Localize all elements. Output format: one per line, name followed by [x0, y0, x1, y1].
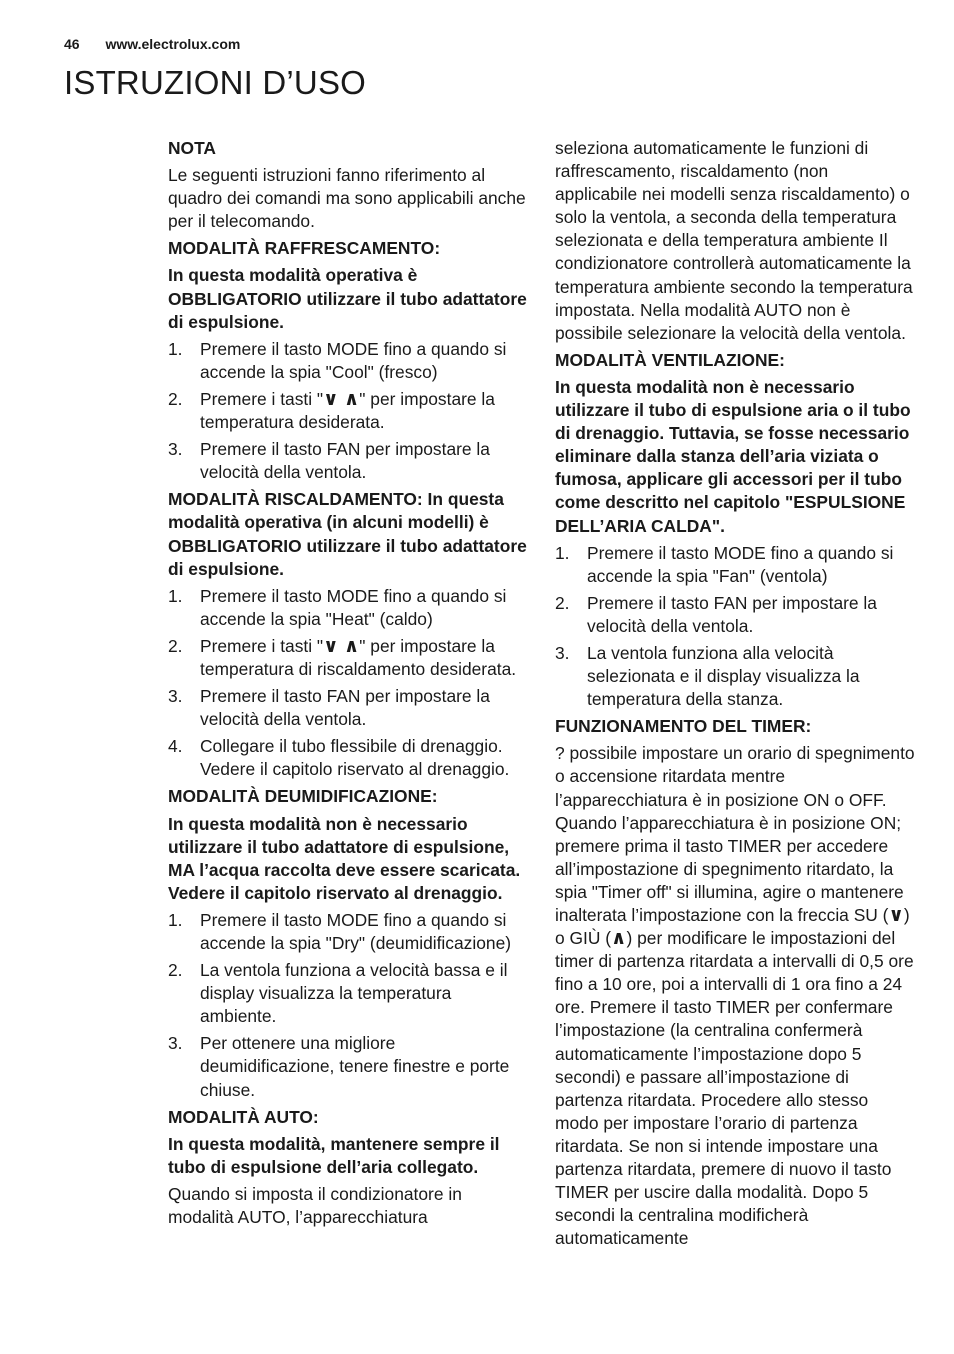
timer-heading: FUNZIONAMENTO DEL TIMER:	[555, 716, 812, 737]
fan-mode-heading: MODALITÀ VENTILAZIONE:	[555, 349, 785, 370]
list-item: 1. Premere il tasto MODE fino a quando si accende la spia "Fan" (ventola)	[555, 542, 894, 586]
auto-mode-text: Quando si imposta il condizionatore in modalità AUTO, l’apparecchiatura	[168, 1183, 462, 1228]
chevron-down-icon: ∨	[888, 905, 904, 926]
dry-mode-heading: MODALITÀ DEUMIDIFICAZIONE:	[168, 786, 438, 807]
auto-mode-text-continued: seleziona automaticamente le funzioni di raffrescamento, riscaldamento (non applicabile nei modelli senza riscaldamento) o solo la ventola, a seconda della temperatura selezionata e della temperatura ambiente Il condizionatore controllerà automaticamente la temperatura ambiente secondo la temperatura impostata. Nella modalità AUTO non è possibile selezionare la velocità della ventola.	[555, 138, 913, 343]
timer-text: ? possibile impostare un orario di spegnimento o accensione ritardata mentre l’apparecchiatura è in posizione ON o OFF. Quando l’apparecchiatura è in posizione ON; premere prima il tasto TIMER per accedere all’impostazione di spegnimento ritardato, la spia "Timer off" si illumina, agire o mantenere inalterata l’impostazione con la freccia SU (∨) o GIÙ (∧) per modificare le impostazioni del timer di partenza ritardata a intervalli di 0,5 ore fino a 10 ore, poi a intervalli di 1 ora fino a 24 ore. Premere il tasto TIMER per confermare l’impostazione (la centralina confermerà automaticamente l’impostazione dopo 5 secondi) e passare all’impostazione di partenza ritardata. Procedere allo stesso modo per impostare l’orario di partenza ritardata. Se non si intende impostare una partenza ritardata, premere di nuovo il tasto TIMER per uscire dalla modalità. Dopo 5 secondi la centralina modificherà automaticamente	[555, 743, 915, 1249]
fan-mode-note: In questa modalità non è necessario utilizzare il tubo di espulsione aria o il tubo di drenaggio. Tuttavia, se fosse necessario eliminare dalla stanza dell’aria viziata o fumosa, applicare gli accessori per il tubo come descritto nel capitolo "ESPULSIONE DELL’ARIA CALDA".	[555, 376, 911, 536]
dry-mode-note: In questa modalità non è necessario utilizzare il tubo adattatore di espulsione, MA l’acqua raccolta deve essere scaricata. Vedere il capitolo riservato al drenaggio.	[168, 813, 521, 903]
page-number: 46	[64, 36, 80, 52]
nota-heading: NOTA	[168, 138, 216, 158]
left-column	[168, 137, 528, 1233]
dry-mode-steps	[168, 909, 528, 1102]
chevron-up-icon: ∧	[611, 928, 627, 950]
fan-mode-steps	[555, 542, 915, 712]
list-item: 2. Premere i tasti "∨ ∧" per impostare la temperatura di riscaldamento desiderata.	[168, 635, 517, 679]
list-item: 3. Per ottenere una migliore deumidificazione, tenere finestre e porte chiuse.	[168, 1033, 510, 1100]
list-item: 3. Premere il tasto FAN per impostare la velocità della ventola.	[168, 686, 490, 730]
list-item: 1. Premere il tasto MODE fino a quando si accende la spia "Cool" (fresco)	[168, 338, 507, 382]
cool-mode-steps	[168, 338, 528, 485]
list-item: 3. La ventola funziona alla velocità selezionata e il display visualizza la temperatura della stanza.	[555, 642, 860, 710]
page-header	[64, 36, 240, 52]
heat-mode-heading: MODALITÀ RISCALDAMENTO: In questa modalità operativa (in alcuni modelli) è OBBLIGATORIO utilizzare il tubo adattatore di espulsione.	[168, 489, 527, 579]
nota-text: Le seguenti istruzioni fanno riferimento al quadro dei comandi ma sono applicabili anche per il telecomando.	[168, 165, 526, 232]
auto-mode-note: In questa modalità, mantenere sempre il tubo di espulsione dell’aria collegato.	[168, 1133, 500, 1177]
cool-mode-note: In questa modalità operativa è OBBLIGATORIO utilizzare il tubo adattatore di espulsione.	[168, 265, 527, 332]
list-item: 3. Premere il tasto FAN per impostare la velocità della ventola.	[168, 439, 490, 483]
list-item: 2. Premere il tasto FAN per impostare la velocità della ventola.	[555, 592, 877, 636]
list-item: 2. La ventola funziona a velocità bassa e il display visualizza la temperatura ambiente.	[168, 960, 508, 1027]
list-item: 2. Premere i tasti "∨ ∧" per impostare la temperatura desiderata.	[168, 388, 495, 433]
list-item: 1. Premere il tasto MODE fino a quando si accende la spia "Heat" (caldo)	[168, 585, 507, 629]
right-column	[555, 137, 915, 1254]
auto-mode-heading: MODALITÀ AUTO:	[168, 1106, 319, 1127]
heat-mode-steps	[168, 585, 528, 782]
list-item: 1. Premere il tasto MODE fino a quando si accende la spia "Dry" (deumidificazione)	[168, 909, 512, 953]
down-up-arrows-icon: ∨ ∧	[323, 635, 360, 657]
page-title: ISTRUZIONI D’USO	[64, 64, 367, 101]
list-item: 4. Collegare il tubo flessibile di drenaggio. Vedere il capitolo riservato al drenaggio.	[168, 736, 510, 780]
cool-mode-heading: MODALITÀ RAFFRESCAMENTO:	[168, 238, 441, 259]
site-url: www.electrolux.com	[105, 36, 241, 52]
down-up-arrows-icon: ∨ ∧	[323, 388, 360, 410]
